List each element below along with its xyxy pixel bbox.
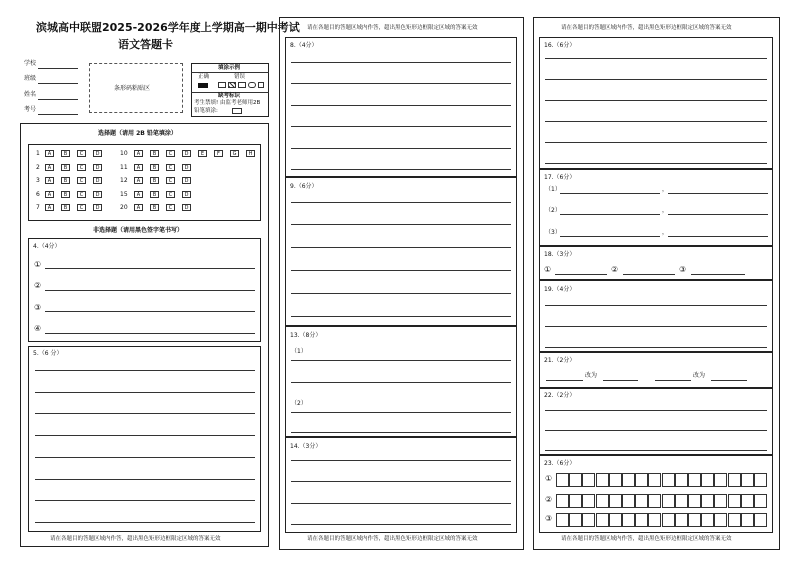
middle-footer-note: 请在各题目的答题区域内作答，超出黑色矩形边框限定区域的答案无效 xyxy=(307,536,478,542)
choice-option-bubble[interactable]: D xyxy=(182,150,191,157)
choice-option-bubble[interactable]: D xyxy=(182,204,191,211)
q23-grid-cell[interactable] xyxy=(754,473,767,487)
q23-grid-cell[interactable] xyxy=(635,473,648,487)
q14-answer-line[interactable] xyxy=(291,460,511,461)
choice-option-bubble[interactable]: D xyxy=(93,150,102,157)
choice-option-bubble[interactable]: B xyxy=(61,150,70,157)
choice-number: 6 xyxy=(36,190,40,198)
missing-note-2: 铅笔填涂: xyxy=(194,108,218,114)
q18-item-2: ② xyxy=(611,265,619,274)
choice-option-bubble[interactable]: C xyxy=(77,177,86,184)
q23-grid-cell[interactable] xyxy=(609,494,622,508)
q8-label: 8.（4分） xyxy=(290,42,318,49)
q23-grid-cell[interactable] xyxy=(648,494,661,508)
q22-label: 22.（2分） xyxy=(544,392,576,399)
choice-number: 10 xyxy=(120,150,128,157)
right-footer-note: 请在各题目的答题区域内作答，超出黑色矩形边框限定区域的答案无效 xyxy=(561,536,732,542)
q23-grid-cell[interactable] xyxy=(688,513,701,527)
choice-number: 2 xyxy=(36,163,40,171)
q23-grid-cell[interactable] xyxy=(741,494,754,508)
choice-option-bubble[interactable]: A xyxy=(134,150,143,157)
q5-answer-line[interactable] xyxy=(35,435,255,436)
q13-label: 13.（8分） xyxy=(290,332,322,339)
q5-answer-line[interactable] xyxy=(35,457,255,458)
q5-answer-line[interactable] xyxy=(35,522,255,523)
q19-label: 19.（4分） xyxy=(544,286,576,293)
q9-answer-line[interactable] xyxy=(291,316,511,317)
card-subtitle: 语文答题卡 xyxy=(118,38,173,51)
school-field[interactable] xyxy=(38,68,78,69)
q23-grid-cell[interactable] xyxy=(662,473,675,487)
choice-option-bubble[interactable]: D xyxy=(182,164,191,171)
q4-line-1[interactable] xyxy=(45,268,255,269)
q21-change-1: 改为 xyxy=(585,372,598,379)
q17-label: 17.（6分） xyxy=(544,174,576,181)
q13-item-1: （1） xyxy=(291,348,307,355)
q19-answer-line[interactable] xyxy=(545,326,767,327)
choice-option-bubble[interactable]: A xyxy=(45,150,54,157)
left-footer-note: 请在各题目的答题区域内作答，超出黑色矩形边框限定区域的答案无效 xyxy=(50,536,221,542)
q18-label: 18.（3分） xyxy=(544,251,576,258)
q14-answer-line[interactable] xyxy=(291,503,511,504)
q18-line-2[interactable] xyxy=(623,274,675,275)
q22-line-3[interactable] xyxy=(545,450,767,451)
q22-line-1[interactable] xyxy=(545,410,767,411)
q23-grid-cell[interactable] xyxy=(714,513,727,527)
q23-grid-cell[interactable] xyxy=(754,494,767,508)
q14-answer-line[interactable] xyxy=(291,481,511,482)
q16-label: 16.（6分） xyxy=(544,42,576,49)
choice-option-bubble[interactable]: B xyxy=(150,177,159,184)
q14-box xyxy=(285,437,517,533)
q4-line-2[interactable] xyxy=(45,290,255,291)
q22-line-2[interactable] xyxy=(545,430,767,431)
choice-option-bubble[interactable]: H xyxy=(246,150,255,157)
nonchoice-section-title: 非选择题（请用黑色签字笔书写） xyxy=(93,227,184,234)
q9-answer-line[interactable] xyxy=(291,247,511,248)
q23-grid-cell[interactable] xyxy=(622,513,635,527)
q23-grid-cell[interactable] xyxy=(701,473,714,487)
choice-option-bubble[interactable]: B xyxy=(61,164,70,171)
q23-grid-cell[interactable] xyxy=(609,513,622,527)
q23-grid-cell[interactable] xyxy=(596,513,609,527)
q13-line-2[interactable] xyxy=(291,382,511,383)
choice-number: 15 xyxy=(120,190,128,198)
q23-grid-cell[interactable] xyxy=(648,473,661,487)
q8-box xyxy=(285,37,517,177)
choice-option-bubble[interactable]: C xyxy=(77,150,86,157)
choice-option-bubble[interactable]: C xyxy=(166,177,175,184)
q8-answer-line[interactable] xyxy=(291,105,511,106)
q23-grid-cell[interactable] xyxy=(569,473,582,487)
q18-item-1: ① xyxy=(544,265,552,274)
q17-item-label: （1） xyxy=(545,186,561,193)
q23-grid-cell[interactable] xyxy=(714,494,727,508)
missing-label: 缺考标识 xyxy=(218,93,241,99)
missing-note: 考生禁填! 由监考老师用2B xyxy=(194,100,261,106)
q23-grid-cell[interactable] xyxy=(596,473,609,487)
q23-grid-cell[interactable] xyxy=(728,494,741,508)
q13-line-1[interactable] xyxy=(291,360,511,361)
q23-item-label: ③ xyxy=(545,514,553,523)
q17-answer-line[interactable] xyxy=(668,214,768,215)
q17-answer-line[interactable] xyxy=(668,236,768,237)
q8-answer-line[interactable] xyxy=(291,126,511,127)
choice-option-bubble[interactable]: F xyxy=(214,150,223,157)
q23-grid-cell[interactable] xyxy=(675,513,688,527)
q23-grid-cell[interactable] xyxy=(741,473,754,487)
q19-answer-line[interactable] xyxy=(545,305,767,306)
q23-grid-cell[interactable] xyxy=(569,494,582,508)
q23-grid-cell[interactable] xyxy=(622,473,635,487)
q23-grid-cell[interactable] xyxy=(701,513,714,527)
barcode-label: 条形码粘贴区 xyxy=(114,85,151,92)
q17-answer-line[interactable] xyxy=(560,214,660,215)
fill-example-title: 填涂示例 xyxy=(218,65,241,71)
q23-grid-cell[interactable] xyxy=(688,473,701,487)
q17-item-label: （2） xyxy=(545,207,561,214)
q18-item-3: ③ xyxy=(679,265,687,274)
q23-grid-cell[interactable] xyxy=(622,494,635,508)
q13-item-2: （2） xyxy=(291,400,307,407)
q17-separator: ， xyxy=(662,229,669,236)
choice-option-bubble[interactable]: D xyxy=(182,191,191,198)
q5-answer-line[interactable] xyxy=(35,500,255,501)
choice-option-bubble[interactable]: C xyxy=(166,191,175,198)
choice-option-bubble[interactable]: A xyxy=(45,204,54,211)
choice-section-title: 选择题（请用 2B 铅笔填涂） xyxy=(98,130,177,137)
choice-option-bubble[interactable]: E xyxy=(198,150,207,157)
q5-answer-line[interactable] xyxy=(35,370,255,371)
q21-label: 21.（2分） xyxy=(544,357,576,364)
choice-option-bubble[interactable]: A xyxy=(45,191,54,198)
choice-number: 11 xyxy=(120,163,128,171)
q23-grid-cell[interactable] xyxy=(728,473,741,487)
choice-option-bubble[interactable]: C xyxy=(166,164,175,171)
q23-grid-cell[interactable] xyxy=(635,494,648,508)
q23-grid-cell[interactable] xyxy=(701,494,714,508)
q9-box xyxy=(285,177,517,326)
q18-line-1[interactable] xyxy=(555,274,607,275)
choice-number: 3 xyxy=(36,177,40,184)
fill-wrong-label: 错误 xyxy=(234,74,246,80)
q8-answer-line[interactable] xyxy=(291,83,511,84)
q23-grid-cell[interactable] xyxy=(596,494,609,508)
exam-title: 滨城高中联盟2025-2026学年度上学期高一期中考试 xyxy=(36,21,300,34)
q23-item-label: ① xyxy=(545,474,553,483)
choice-option-bubble[interactable]: A xyxy=(134,164,143,171)
choice-option-bubble[interactable]: A xyxy=(45,177,54,184)
right-header-note: 请在各题目的答题区域内作答，超出黑色矩形边框限定区域的答案无效 xyxy=(561,25,732,31)
exam-no-field[interactable] xyxy=(38,114,78,115)
choice-option-bubble[interactable]: D xyxy=(93,204,102,211)
middle-header-note: 请在各题目的答题区域内作答，超出黑色矩形边框限定区域的答案无效 xyxy=(307,25,478,31)
fill-correct-mark xyxy=(198,83,208,88)
q17-separator: ， xyxy=(662,186,669,193)
choice-option-bubble[interactable]: B xyxy=(150,164,159,171)
choice-option-bubble[interactable]: B xyxy=(150,150,159,157)
choice-option-bubble[interactable]: C xyxy=(166,204,175,211)
q5-box xyxy=(28,346,261,532)
q9-answer-line[interactable] xyxy=(291,202,511,203)
name-field[interactable] xyxy=(38,99,78,100)
q16-answer-line[interactable] xyxy=(545,100,767,101)
exam-no-label: 考号 xyxy=(24,106,37,113)
q17-answer-line[interactable] xyxy=(560,236,660,237)
q23-grid-cell[interactable] xyxy=(556,473,569,487)
q23-item-label: ② xyxy=(545,495,553,504)
q8-answer-line[interactable] xyxy=(291,148,511,149)
q21-line-4[interactable] xyxy=(711,380,747,381)
q23-grid-cell[interactable] xyxy=(569,513,582,527)
choice-number: 12 xyxy=(120,177,128,184)
choice-option-bubble[interactable]: C xyxy=(77,204,86,211)
q23-grid-cell[interactable] xyxy=(662,513,675,527)
q17-answer-line[interactable] xyxy=(668,193,768,194)
choice-option-bubble[interactable]: B xyxy=(150,204,159,211)
choice-option-bubble[interactable]: D xyxy=(93,177,102,184)
q9-answer-line[interactable] xyxy=(291,270,511,271)
fill-example-divider xyxy=(191,72,269,73)
q16-answer-line[interactable] xyxy=(545,163,767,164)
q5-label: 5.（6 分） xyxy=(33,350,63,357)
q23-grid-cell[interactable] xyxy=(675,473,688,487)
q23-grid-cell[interactable] xyxy=(662,494,675,508)
q17-answer-line[interactable] xyxy=(560,193,660,194)
q16-answer-line[interactable] xyxy=(545,121,767,122)
q8-answer-line[interactable] xyxy=(291,169,511,170)
choice-option-bubble[interactable]: D xyxy=(93,191,102,198)
missing-fill-box[interactable] xyxy=(232,108,242,114)
q13-line-3[interactable] xyxy=(291,412,511,413)
choice-option-bubble[interactable]: C xyxy=(77,191,86,198)
q21-line-1[interactable] xyxy=(546,380,583,381)
choice-option-bubble[interactable]: B xyxy=(61,177,70,184)
q21-change-2: 改为 xyxy=(693,372,706,379)
q14-answer-line[interactable] xyxy=(291,524,511,525)
q23-grid-cell[interactable] xyxy=(556,494,569,508)
choice-option-bubble[interactable]: A xyxy=(45,164,54,171)
q16-answer-line[interactable] xyxy=(545,142,767,143)
q5-answer-line[interactable] xyxy=(35,413,255,414)
q4-item-4: ④ xyxy=(34,324,42,333)
q23-label: 23.（6分） xyxy=(544,460,576,467)
q23-grid-cell[interactable] xyxy=(688,494,701,508)
q21-line-2[interactable] xyxy=(603,380,638,381)
q23-grid-cell[interactable] xyxy=(675,494,688,508)
q9-answer-line[interactable] xyxy=(291,224,511,225)
q17-separator: ， xyxy=(662,207,669,214)
choice-option-bubble[interactable]: A xyxy=(134,204,143,211)
q8-answer-line[interactable] xyxy=(291,62,511,63)
class-label: 班级 xyxy=(24,75,37,82)
q16-answer-line[interactable] xyxy=(545,79,767,80)
q13-line-4[interactable] xyxy=(291,432,511,433)
choice-option-bubble[interactable]: B xyxy=(150,191,159,198)
q23-grid-cell[interactable] xyxy=(582,494,595,508)
q23-grid-cell[interactable] xyxy=(754,513,767,527)
q18-line-3[interactable] xyxy=(691,274,745,275)
choice-option-bubble[interactable]: A xyxy=(134,191,143,198)
q23-grid-cell[interactable] xyxy=(609,473,622,487)
q4-item-2: ② xyxy=(34,281,42,290)
choice-option-bubble[interactable]: G xyxy=(230,150,239,157)
q23-grid-cell[interactable] xyxy=(582,513,595,527)
q4-item-3: ③ xyxy=(34,303,42,312)
q19-answer-line[interactable] xyxy=(545,347,767,348)
q9-label: 9.（6分） xyxy=(290,183,318,190)
choice-number: 20 xyxy=(120,204,128,211)
q4-item-1: ① xyxy=(34,260,42,269)
choice-option-bubble[interactable]: A xyxy=(134,177,143,184)
q4-label: 4.（4分） xyxy=(33,243,61,250)
choice-option-bubble[interactable]: C xyxy=(166,150,175,157)
q4-line-4[interactable] xyxy=(45,333,255,334)
choice-option-bubble[interactable]: D xyxy=(93,164,102,171)
choice-number: 7 xyxy=(36,204,40,211)
q23-grid-cell[interactable] xyxy=(728,513,741,527)
fill-wrong-marks xyxy=(218,82,264,89)
q14-label: 14.（3分） xyxy=(290,443,322,450)
school-label: 学校 xyxy=(24,60,37,67)
q23-grid-cell[interactable] xyxy=(714,473,727,487)
class-field[interactable] xyxy=(38,83,78,84)
q5-answer-line[interactable] xyxy=(35,392,255,393)
q9-answer-line[interactable] xyxy=(291,293,511,294)
fill-correct-label: 正确 xyxy=(198,74,210,80)
q4-line-3[interactable] xyxy=(45,311,255,312)
choice-option-bubble[interactable]: B xyxy=(61,191,70,198)
choice-option-bubble[interactable]: C xyxy=(77,164,86,171)
q23-grid-cell[interactable] xyxy=(556,513,569,527)
choice-number: 1 xyxy=(36,150,40,157)
q17-item-label: （3） xyxy=(545,229,561,236)
q23-grid-cell[interactable] xyxy=(582,473,595,487)
q5-answer-line[interactable] xyxy=(35,479,255,480)
q16-box xyxy=(539,37,773,169)
q23-grid-cell[interactable] xyxy=(635,513,648,527)
choice-option-bubble[interactable]: D xyxy=(182,177,191,184)
name-label: 姓名 xyxy=(24,91,37,98)
q16-answer-line[interactable] xyxy=(545,58,767,59)
q21-line-3[interactable] xyxy=(655,380,691,381)
q23-grid-cell[interactable] xyxy=(648,513,661,527)
q23-grid-cell[interactable] xyxy=(741,513,754,527)
choice-option-bubble[interactable]: B xyxy=(61,204,70,211)
